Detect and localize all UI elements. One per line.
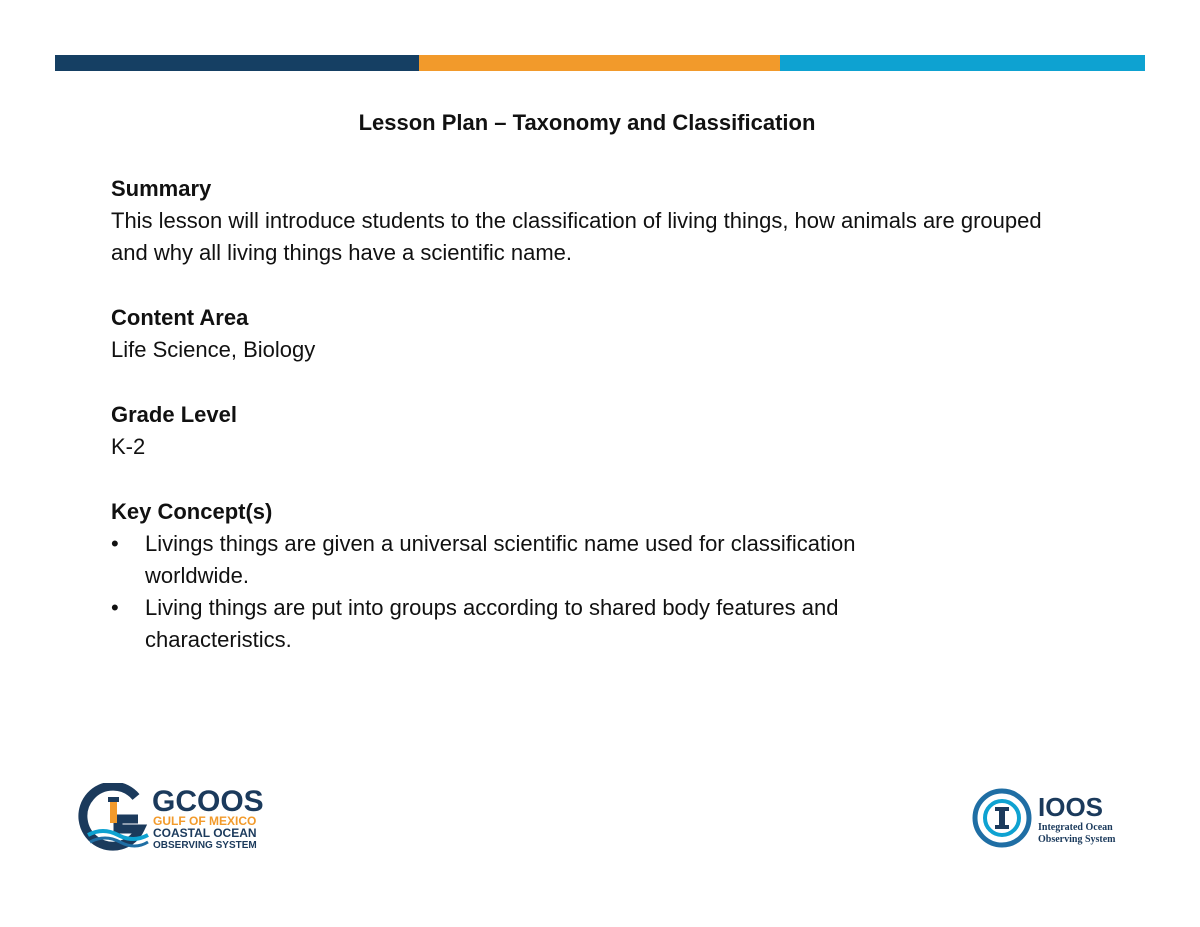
gcoos-line-1: GULF OF MEXICO	[153, 814, 257, 828]
list-item	[111, 592, 945, 656]
bar-segment-cyan	[780, 55, 1145, 71]
top-color-bar	[55, 55, 1145, 71]
list-item	[111, 528, 945, 592]
summary-text: This lesson will introduce students to the classification of living things, how animals are grouped and why all living things have a scientific name.	[111, 208, 1042, 265]
content-area-section	[111, 302, 1071, 366]
gcoos-line-2: COASTAL OCEAN	[153, 826, 257, 840]
ioos-line-1: Integrated Ocean	[1038, 822, 1113, 833]
gcoos-line-3: OBSERVING SYSTEM	[153, 840, 257, 851]
bullet-icon: •	[111, 531, 119, 556]
ioos-compass-icon	[975, 791, 1029, 845]
grade-level-section	[111, 399, 1071, 463]
content-area-heading: Content Area	[111, 305, 249, 330]
ioos-logo	[970, 785, 1130, 851]
bullet-icon: •	[111, 595, 119, 620]
list-item-text: Living things are put into groups according to shared body features and characteristics.	[145, 595, 839, 652]
content-area-text: Life Science, Biology	[111, 337, 316, 362]
gcoos-logo	[78, 783, 278, 853]
bar-segment-orange	[419, 55, 780, 71]
gcoos-g-lighthouse-icon	[83, 786, 148, 846]
key-concepts-list	[111, 528, 1071, 656]
ioos-line-2: Observing System	[1038, 834, 1116, 845]
page-title: Lesson Plan – Taxonomy and Classification	[358, 110, 816, 135]
lesson-content	[111, 173, 1071, 689]
summary-section	[111, 173, 1071, 269]
list-item-text: Livings things are given a universal scientific name used for classification worldwide.	[145, 531, 856, 588]
key-concepts-section	[111, 496, 1071, 656]
summary-heading: Summary	[111, 176, 212, 201]
gcoos-name: GCOOS	[152, 785, 264, 818]
bar-segment-navy	[55, 55, 419, 71]
ioos-name: IOOS	[1038, 792, 1104, 822]
key-concepts-heading: Key Concept(s)	[111, 499, 273, 524]
grade-level-heading: Grade Level	[111, 402, 237, 427]
grade-level-text: K-2	[111, 434, 146, 459]
